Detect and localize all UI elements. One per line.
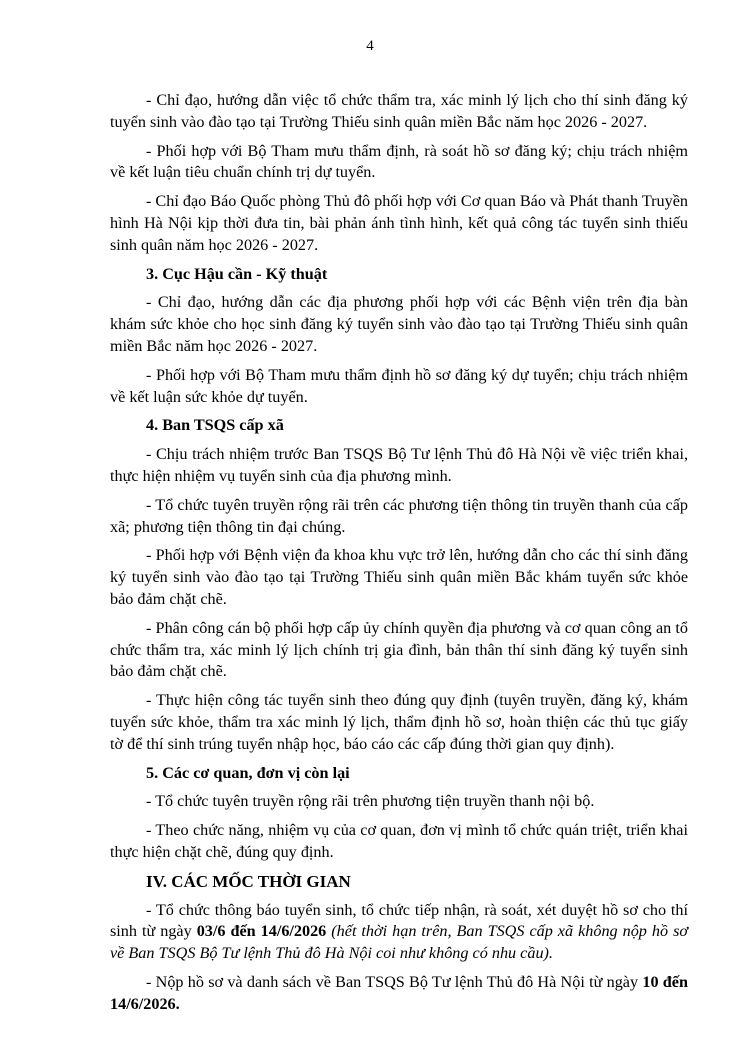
document-body [110, 90, 688, 1022]
paragraph: - Phối hợp với Bộ Tham mưu thẩm định, rà soát hồ sơ đăng ký; chịu trách nhiệm về kết luận tiêu chuẩn chính trị dự tuyển. [110, 141, 688, 182]
milestone-1-dates: 03/6 đến 14/6/2026 [196, 922, 327, 941]
milestone-2-text: - Nộp hồ sơ và danh sách về Ban TSQS Bộ Tư lệnh Thủ đô Hà Nội từ ngày [146, 972, 643, 991]
section-heading: 4. Ban TSQS cấp xã [146, 416, 284, 435]
paragraph: - Phối hợp với Bệnh viện đa khoa khu vực trở lên, hướng dẫn cho các thí sinh đăng ký tuyển sinh vào đào tạo tại Trường Thiếu sinh quân miền Bắc khám tuyển sức khỏe bảo đảm chặt chẽ. [110, 546, 688, 608]
milestone-1-text: - Tổ chức thông báo tuyển sinh, tổ chức tiếp nhận, rà soát, xét duyệt hồ sơ cho thí sinh từ ngày [110, 900, 688, 941]
section-heading: 5. Các cơ quan, đơn vị còn lại [146, 763, 350, 782]
section-heading: 3. Cục Hậu cần - Kỹ thuật [146, 264, 328, 283]
paragraph: - Phân công cán bộ phối hợp cấp ủy chính quyền địa phương và cơ quan công an tổ chức thẩm tra, xác minh lý lịch chính trị gia đình, bản thân thí sinh đăng ký tuyển sinh bảo đảm chặt chẽ. [110, 618, 688, 681]
paragraph: - Chỉ đạo, hướng dẫn các địa phương phối hợp với các Bệnh viện trên địa bàn khám sức khỏe cho học sinh đăng ký tuyển sinh vào đào tạo tại Trường Thiếu sinh quân miền Bắc năm học 2026 - 2027. [110, 293, 688, 355]
milestone-1-note: (hết thời hạn trên, Ban TSQS cấp xã không nộp hồ sơ về Ban TSQS Bộ Tư lệnh Thủ đô Hà Nội coi như không có nhu cầu). [110, 922, 689, 963]
milestone-paragraph-1 [110, 900, 688, 965]
paragraph: - Theo chức năng, nhiệm vụ của cơ quan, đơn vị mình tổ chức quán triệt, triển khai thực hiện chặt chẽ, đúng quy định. [110, 821, 688, 861]
paragraph: - Phối hợp với Bộ Tham mưu thẩm định hồ sơ đăng ký dự tuyển; chịu trách nhiệm về kết luận sức khỏe dự tuyển. [110, 365, 688, 406]
paragraph: - Tổ chức tuyên truyền rộng rãi trên các phương tiện thông tin truyền thanh của cấp xã; phương tiện thông tin đại chúng. [110, 495, 688, 536]
paragraph: - Chỉ đạo, hướng dẫn việc tổ chức thẩm tra, xác minh lý lịch cho thí sinh đăng ký tuyển sinh vào đào tạo tại Trường Thiếu sinh quân miền Bắc năm học 2026 - 2027. [110, 91, 688, 131]
milestone-paragraph-2 [110, 972, 688, 1016]
page-number: 4 [366, 38, 374, 54]
paragraph: - Chịu trách nhiệm trước Ban TSQS Bộ Tư lệnh Thủ đô Hà Nội về việc triển khai, thực hiện nhiệm vụ tuyển sinh của địa phương mình. [110, 445, 688, 485]
milestone-2-dates: 10 đến 14/6/2026. [110, 972, 688, 1013]
paragraph: - Tổ chức tuyên truyền rộng rãi trên phương tiện truyền thanh nội bộ. [146, 792, 595, 811]
chapter-heading: IV. CÁC MỐC THỜI GIAN [146, 871, 351, 891]
paragraph: - Thực hiện công tác tuyển sinh theo đúng quy định (tuyên truyền, đăng ký, khám tuyển sức khỏe, thẩm tra xác minh lý lịch, thẩm định hồ sơ, hoàn thiện các thủ tục giấy tờ để thí sinh trúng tuyển nhập học, báo cáo các cấp đúng thời gian quy định). [110, 691, 688, 753]
paragraph: - Chỉ đạo Báo Quốc phòng Thủ đô phối hợp với Cơ quan Báo và Phát thanh Truyền hình Hà Nội kịp thời đưa tin, bài phản ánh tình hình, kết quả công tác tuyển sinh thiếu sinh quân năm học 2026 - 2027. [110, 192, 689, 254]
